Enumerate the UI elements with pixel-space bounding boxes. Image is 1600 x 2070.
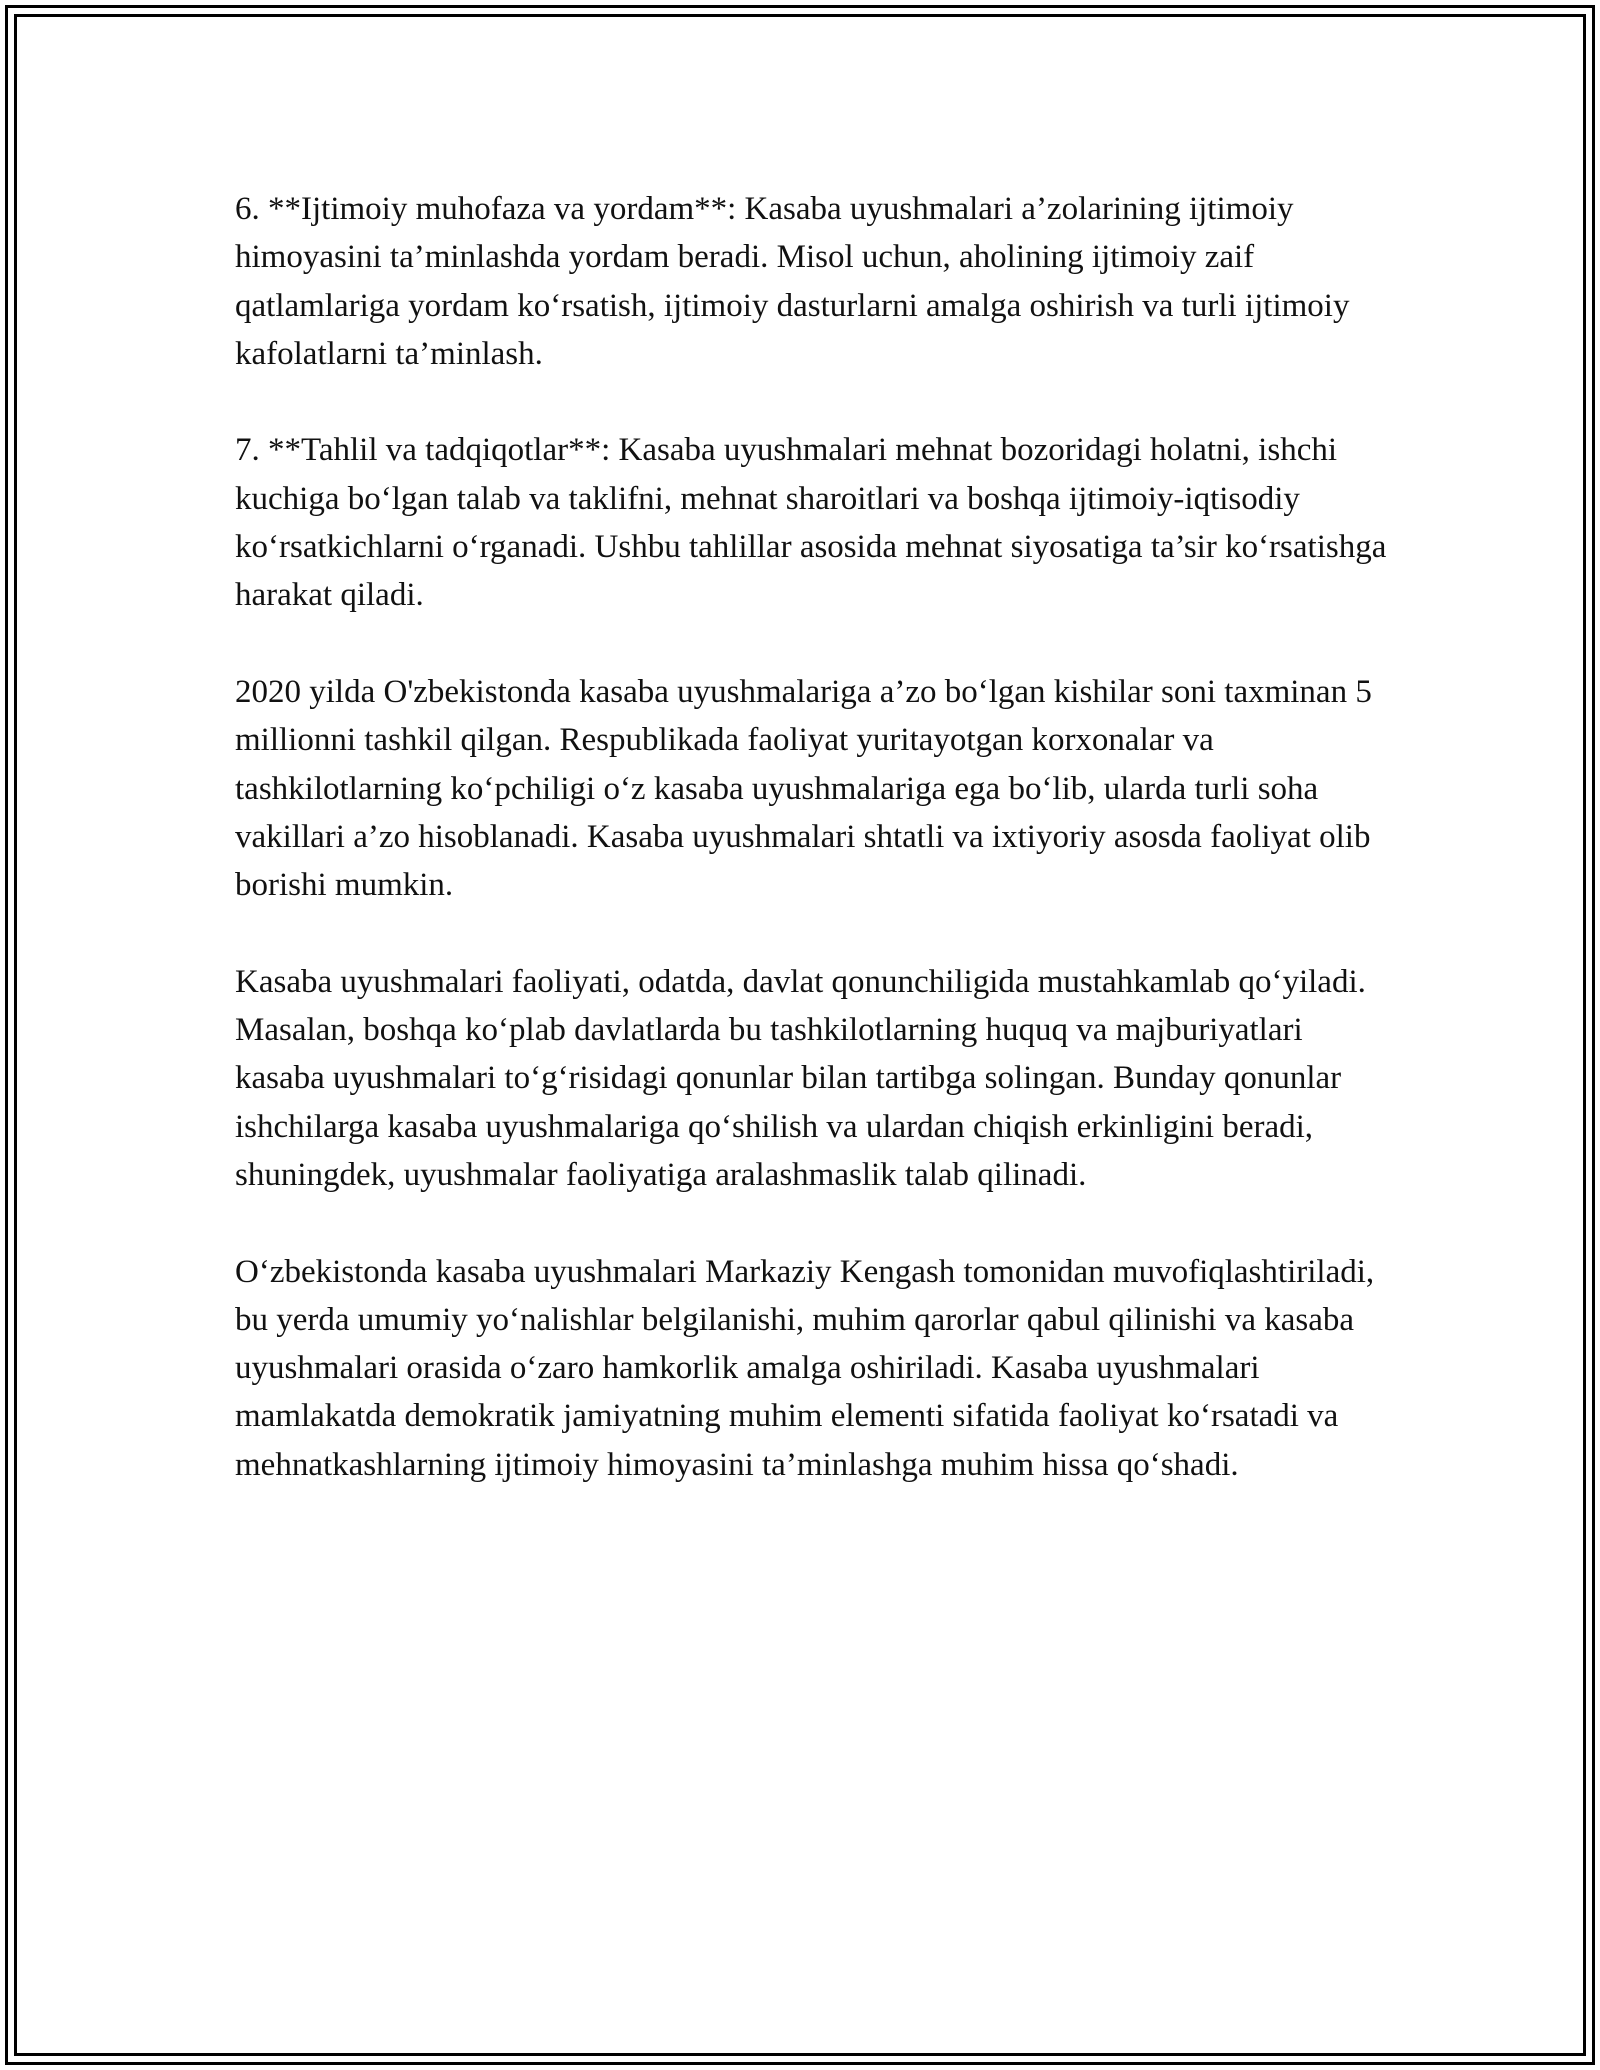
paragraph-membership-2020: 2020 yilda O'zbekistonda kasaba uyushmalariga a’zo bo‘lgan kishilar soni taxminan 5 millionni tashkil qilgan. Respublikada faoliyat yuritayotgan korxonalar va tashkilotlarning ko‘pchiligi o‘z kasaba uyushmalariga ega bo‘lib, ularda turli soha vakillari a’zo hisoblanadi. Kasaba uyushmalari shtatli va ixtiyoriy asosda faoliyat olib borishi mumkin. — [235, 673, 1372, 904]
paragraph-social-protection: 6. **Ijtimoiy muhofaza va yordam**: Kasaba uyushmalari a’zolarining ijtimoiy himoyasini ta’minlashda yordam beradi. Misol uchun, aholining ijtimoiy zaif qatlamlariga yordam ko‘rsatish, ijtimoiy dasturlarni amalga oshirish va turli ijtimoiy kafolatlarni ta’minlash. — [235, 191, 1350, 372]
paragraph-analysis-research: 7. **Tahlil va tadqiqotlar**: Kasaba uyushmalari mehnat bozoridagi holatni, ishchi kuchiga bo‘lgan talab va taklifni, mehnat sharoitlari va boshqa ijtimoiy-iqtisodiy ko‘rsatkichlarni o‘rganadi. Ushbu tahlillar asosida mehnat siyosatiga ta’sir ko‘rsatishga harakat qiladi. — [235, 432, 1387, 614]
paragraph-central-council: O‘zbekistonda kasaba uyushmalari Markaziy Kengash tomonidan muvofiqlashtiriladi, bu yerda umumiy yo‘nalishlar belgilanishi, muhim qarorlar qabul qilinishi va kasaba uyushmalari orasida o‘zaro hamkorlik amalga oshiriladi. Kasaba uyushmalari mamlakatda demokratik jamiyatning muhim elementi sifatida faoliyat ko‘rsatadi va mehnatkashlarning ijtimoiy himoyasini ta’minlashga muhim hissa qo‘shadi. — [235, 1253, 1375, 1483]
document-body — [235, 185, 1395, 1537]
paragraph-legislation: Kasaba uyushmalari faoliyati, odatda, davlat qonunchiligida mustahkamlab qo‘yiladi. Masalan, boshqa ko‘plab davlatlarda bu tashkilotlarning huquq va majburiyatlari kasaba uyushmalari to‘g‘risidagi qonunlar bilan tartibga solingan. Bunday qonunlar ishchilarga kasaba uyushmalariga qo‘shilish va ulardan chiqish erkinligini beradi, shuningdek, uyushmalar faoliyatiga aralashmaslik talab qilinadi. — [235, 963, 1366, 1193]
